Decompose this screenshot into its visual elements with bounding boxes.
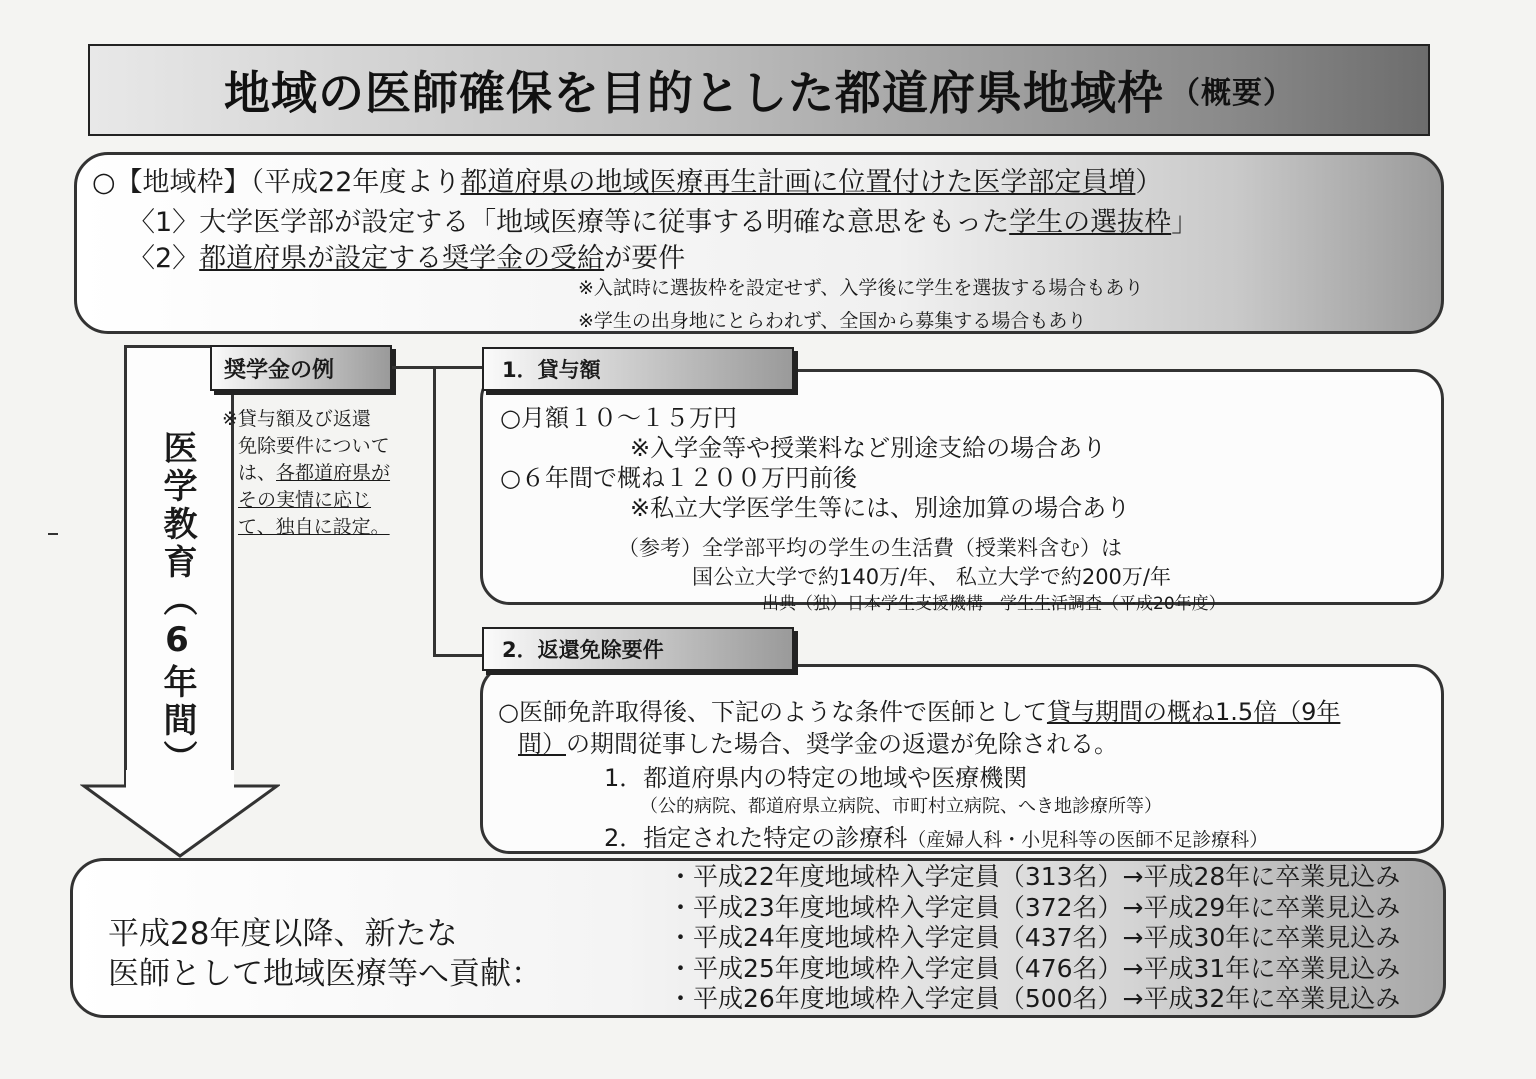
overview-heading-prefix: ○【地域枠】（平成22年度より	[92, 167, 461, 198]
education-period-label: 医学教育（6年間）	[157, 430, 197, 778]
scholarship-note-line: その実情に応じ	[238, 489, 372, 511]
exemption-line-1	[498, 692, 1340, 727]
reference-source: 出典（独）日本学生支援機構 学生生活調査（平成20年度）	[762, 594, 1226, 614]
enrollment-item: ・平成23年度地域枠入学定員（372名）→平成29年に卒業見込み	[668, 892, 1401, 922]
overview-item-1-suffix: 」	[1171, 207, 1199, 238]
scholarship-note-line: て、独自に設定。	[238, 516, 390, 538]
loan-monthly: ○月額１０～１５万円	[500, 404, 737, 432]
enrollment-item: ・平成26年度地域枠入学定員（500名）→平成32年に卒業見込み	[668, 984, 1401, 1013]
exemption-condition-1: 1．都道府県内の特定の地域や医療機関	[604, 764, 1028, 792]
overview-item-2-underlined: 都道府県が設定する奨学金の受給	[199, 243, 605, 274]
reference-line-2: 国公立大学で約140万/年、 私立大学で約200万/年	[692, 565, 1171, 589]
exemption-line-2-underlined: 間）	[518, 730, 566, 758]
exemption-tab: 2．返還免除要件	[482, 627, 794, 671]
loan-note-2: ※私立大学医学生等には、別途加算の場合あり	[630, 494, 1131, 522]
exemption-line-1-underlined: 貸与期間の概ね1.5倍（9年	[1046, 698, 1341, 726]
overview-item-2-prefix: 〈2〉	[128, 243, 200, 274]
scholarship-note-underlined: 各都道府県が	[276, 462, 391, 484]
overview-item-1-underlined: 学生の選抜枠	[1009, 207, 1172, 238]
overview-heading-suffix: ）	[1135, 167, 1163, 198]
page-title	[90, 46, 1428, 134]
overview-item-1-prefix: 〈1〉大学医学部が設定する「地域医療等に従事する明確な意思をもった	[128, 207, 1010, 238]
exemption-condition-1-detail: （公的病院、都道府県立病院、市町村立病院、へき地診療所等）	[640, 796, 1162, 817]
exemption-line-2	[518, 724, 1118, 759]
connector-line	[433, 654, 483, 657]
connector-line	[392, 366, 482, 369]
enrollment-item: ・平成22年度地域枠入学定員（313名）→平成28年に卒業見込み	[668, 862, 1401, 891]
overview-note-1: ※入試時に選抜枠を設定せず、入学後に学生を選抜する場合もあり	[578, 277, 1144, 299]
exemption-condition-2-detail: （産婦人科・小児科等の医師不足診療科）	[907, 829, 1269, 851]
scholarship-note	[222, 406, 390, 541]
connector-line	[433, 366, 436, 656]
exemption-line-1-prefix: ○医師免許取得後、下記のような条件で医師として	[498, 698, 1047, 726]
loan-amount-tab: 1．貸与額	[482, 347, 794, 391]
title-banner	[88, 44, 1430, 136]
loan-note-1: ※入学金等や授業料など別途支給の場合あり	[630, 434, 1107, 462]
scholarship-note-prefix: は、	[238, 462, 277, 484]
overview-item-2	[128, 236, 685, 275]
contribution-line: 医師として地域医療等へ貢献：	[108, 956, 542, 992]
overview-item-2-suffix: が要件	[604, 243, 686, 274]
overview-heading	[92, 160, 1162, 199]
exemption-condition-2	[604, 818, 1268, 853]
scholarship-note-line: 免除要件について	[238, 435, 390, 457]
down-arrow-icon	[80, 770, 280, 860]
enrollment-item: ・平成25年度地域枠入学定員（476名）→平成31年に卒業見込み	[668, 953, 1401, 983]
exemption-line-2-suffix: の期間従事した場合、奨学金の返還が免除される。	[566, 730, 1118, 758]
title-main: 地域の医師確保を目的とした都道府県地域枠	[224, 66, 1164, 120]
margin-mark	[48, 533, 58, 535]
contribution-line: 平成28年度以降、新たな	[108, 916, 458, 952]
enrollment-item: ・平成24年度地域枠入学定員（437名）→平成30年に卒業見込み	[668, 923, 1401, 952]
reference-line-1: （参考）全学部平均の学生の生活費（授業料含む）は	[618, 536, 1122, 560]
title-suffix: （概要）	[1170, 76, 1294, 111]
overview-item-1	[128, 200, 1198, 239]
exemption-condition-2-label: 2．指定された特定の診療科	[604, 824, 908, 852]
overview-note-2: ※学生の出身地にとらわれず、全国から募集する場合もあり	[578, 310, 1087, 332]
scholarship-example-tag: 奨学金の例	[210, 345, 392, 391]
scholarship-note-line: ※貸与額及び返還	[222, 408, 371, 430]
contribution-statement	[108, 914, 542, 994]
overview-heading-underlined: 都道府県の地域医療再生計画に位置付けた医学部定員増	[460, 167, 1136, 198]
enrollment-list	[668, 862, 1400, 1015]
loan-total: ○６年間で概ね１２００万円前後	[500, 464, 857, 492]
